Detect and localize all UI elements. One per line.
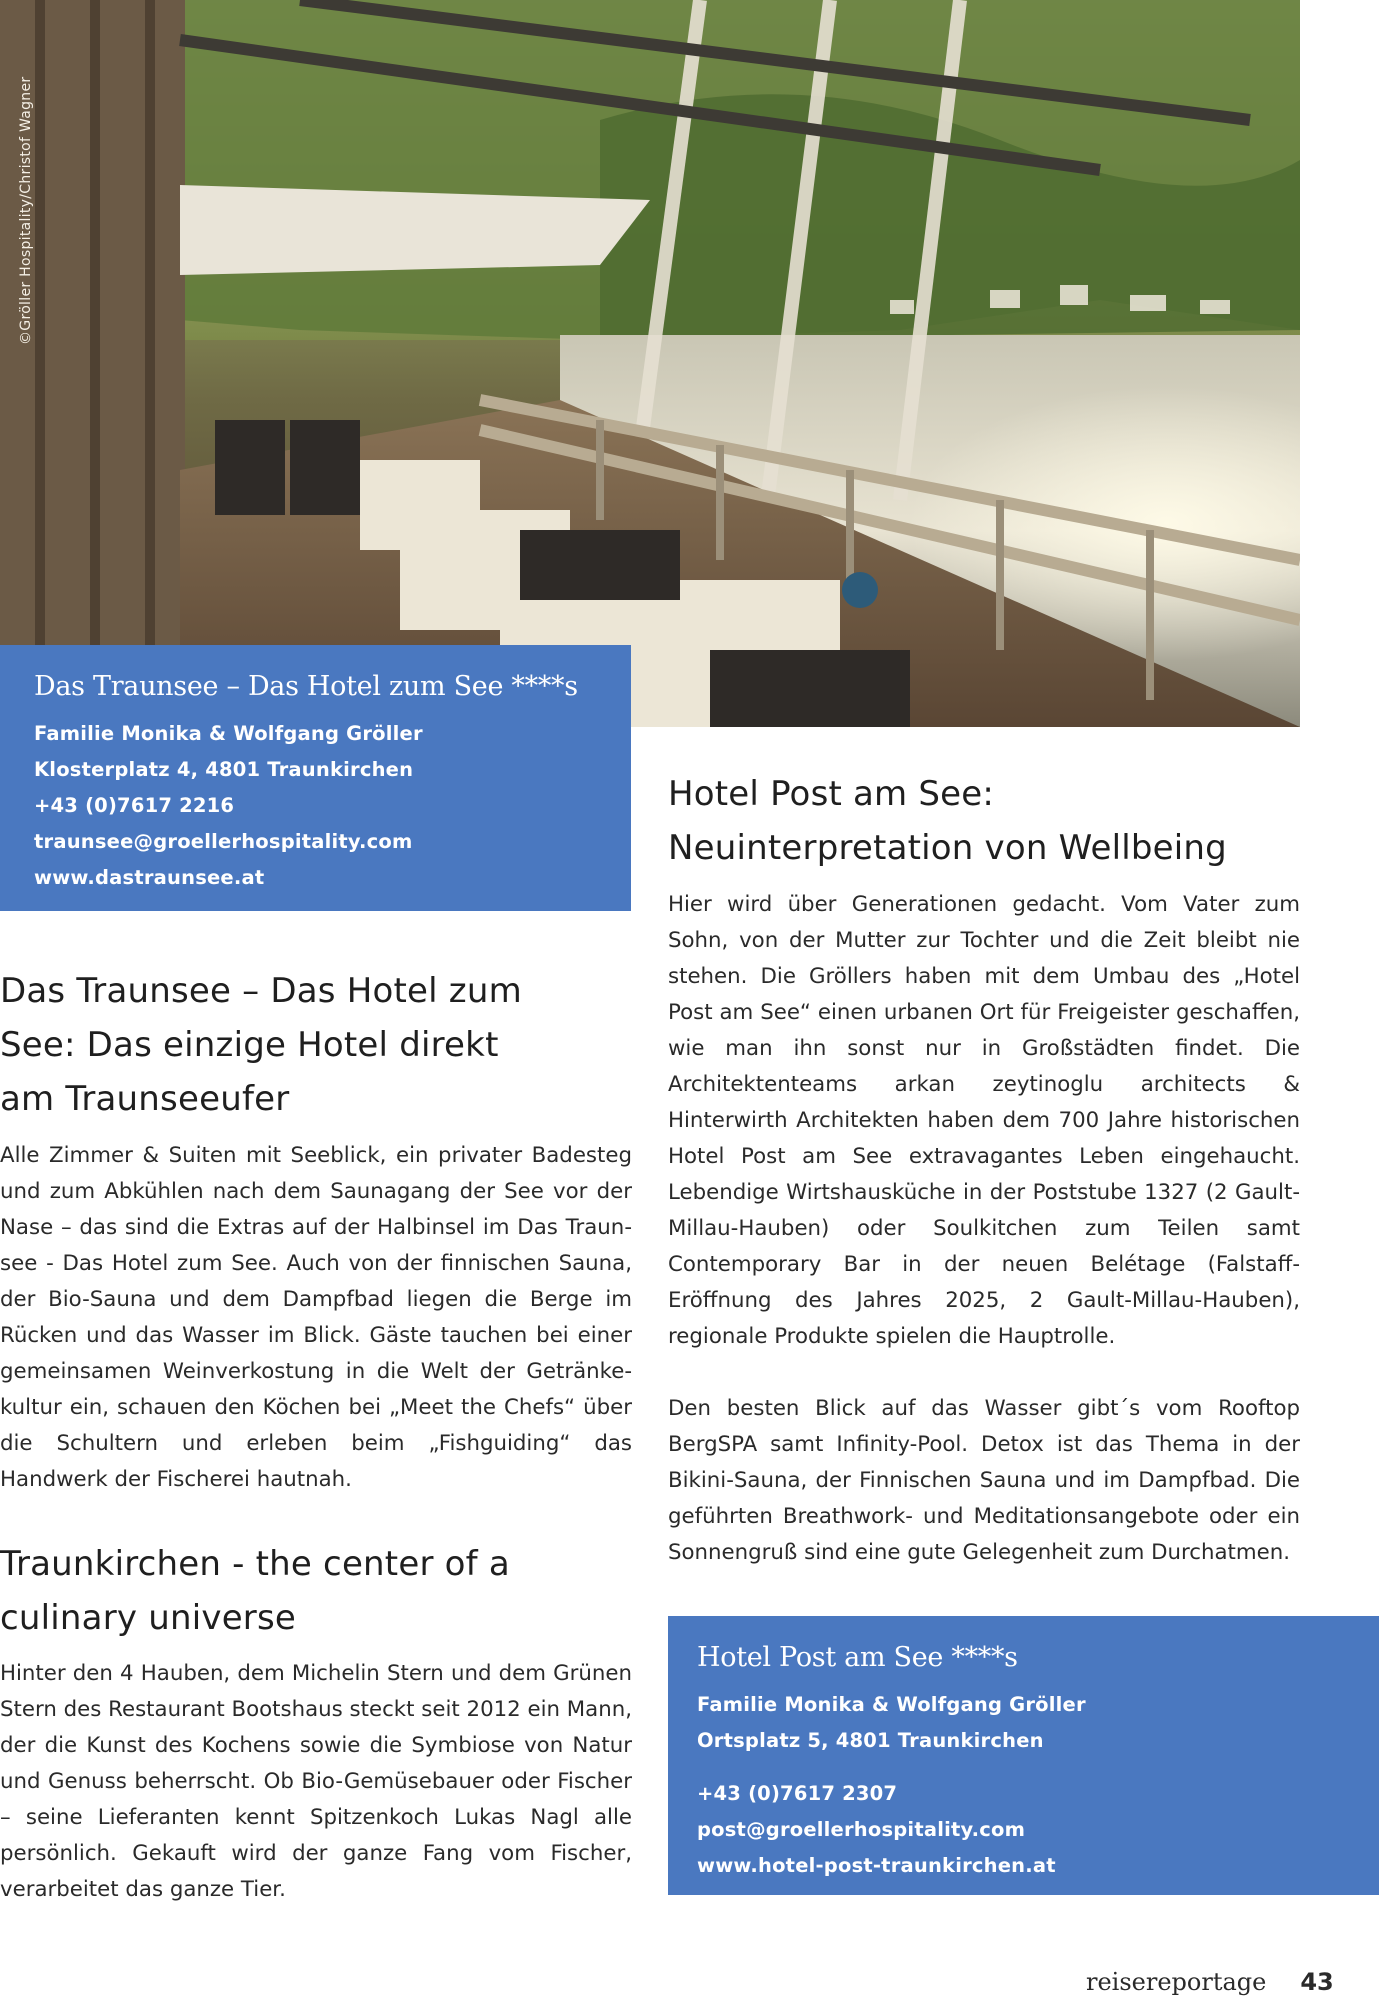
article-body-traunkirchen: Hinter den 4 Hauben, dem Michelin Stern und dem Grünen Stern des Restaurant Bootshaus steckt seit 2012 ein Mann, der die Kunst des Kochens sowie die Symbiose von Natur und Genuss beherrscht. Ob Bio-Gemüsebauer oder Fischer – seine Lieferanten kennt Spitzenkoch Lukas Nagl alle persönlich. Gekauft wird der ganze Fang vom Fischer, verarbeitet das ganze Tier. <box>0 1661 632 1902</box>
hotel-info-phone[interactable]: +43 (0)7617 2307 <box>697 1782 898 1805</box>
heading-line: Neuinterpretation von Wellbeing <box>668 828 1227 868</box>
hotel-info-address: Klosterplatz 4, 4801 Traunkirchen <box>34 758 414 781</box>
article-paragraph: Hier wird über Generationen gedacht. Vom Vater zum Sohn, von der Mutter zur Tochter und die Zeit bleibt nie stehen. Die Gröllers haben mit dem Umbau des „Hotel Post am See“ einen urbanen Ort für Freigeister geschaffen, wie man ihn sonst nur in Großstädten findet. Die Architektenteams arkan zeytinoglu architects & Hinterwirth Architekten haben dem 700 Jahre historischen Hotel Post am See extravagantes Leben eingehaucht. Lebendige Wirtshausküche in der Poststube 1327 (2 Gault-Millau-Hauben) oder Soulkitchen zum Teilen samt Contemporary Bar in der neuen Belétage (Falstaff-Eröffnung des Jahres 2025, 2 Gault-Millau-Hauben), regionale Produkte spielen die Hauptrolle. <box>668 892 1300 1349</box>
hotel-info-title: Das Traunsee – Das Hotel zum See ****s <box>34 671 578 702</box>
article-body-traunsee: Alle Zimmer & Suiten mit Seeblick, ein privater Badesteg und zum Abkühlen nach dem Saunagang der See vor der Nase – das sind die Extras auf der Halbinsel im Das Traunsee - Das Hotel zum See. Auch von der finnischen Sauna, der Bio-Sauna und dem Dampfbad liegen die Berge im Rücken und das Wasser im Blick. Gäste tauchen bei einer gemeinsamen Weinverkostung in die Welt der Getränkekultur ein, schauen den Köchen bei „Meet the Chefs“ über die Schultern und erleben beim „Fishguiding“ das Handwerk der Fischerei hautnah. <box>0 1143 632 1492</box>
heading-line: am Traunseeufer <box>0 1079 290 1119</box>
hotel-info-website[interactable]: www.dastraunsee.at <box>34 866 265 889</box>
hotel-info-phone[interactable]: +43 (0)7617 2216 <box>34 794 235 817</box>
page-footer <box>1082 1968 1334 2000</box>
hotel-info-website[interactable]: www.hotel-post-traunkirchen.at <box>697 1854 1056 1877</box>
hero-photo <box>0 0 1300 727</box>
photo-credit: ©Gröller Hospitality/Christof Wagner <box>18 76 34 345</box>
hotel-info-box-traunsee <box>0 645 631 911</box>
hotel-info-title: Hotel Post am See ****s <box>697 1642 1018 1673</box>
article-heading-traunkirchen <box>0 1537 620 1645</box>
hotel-info-email[interactable]: traunsee@groellerhospitality.com <box>34 830 413 853</box>
heading-line: culinary universe <box>0 1598 297 1638</box>
article-paragraph: Den besten Blick auf das Wasser gibt´s vom Rooftop BergSPA samt Infinity-Pool. Detox ist das Thema in der Bikini-Sauna, der Finnischen Sauna und im Dampfbad. Die geführten Breathwork- und Meditationsangebote oder ein Sonnengruß sind eine gute Gelegenheit zum Durchatmen. <box>668 1396 1300 1565</box>
heading-line: See: Das einzige Hotel direkt <box>0 1025 499 1065</box>
hotel-info-address: Ortsplatz 5, 4801 Traunkirchen <box>697 1729 1044 1752</box>
magazine-name: reisereportage <box>1082 1968 1270 1996</box>
heading-line: Hotel Post am See: <box>668 774 995 814</box>
article-heading-hotel-post <box>668 767 1368 875</box>
lake-terrace-illustration <box>0 0 1300 727</box>
hotel-info-owners: Familie Monika & Wolfgang Gröller <box>697 1693 1086 1716</box>
hotel-info-email[interactable]: post@groellerhospitality.com <box>697 1818 1026 1841</box>
article-body-hotel-post <box>668 887 1300 1571</box>
heading-line: Das Traunsee – Das Hotel zum <box>0 971 522 1011</box>
hotel-info-owners: Familie Monika & Wolfgang Gröller <box>34 722 423 745</box>
heading-line: Traunkirchen - the center of a <box>0 1544 510 1584</box>
page-number: 43 <box>1300 1968 1334 1996</box>
hotel-info-box-post <box>668 1616 1379 1895</box>
article-heading-traunsee <box>0 964 620 1126</box>
